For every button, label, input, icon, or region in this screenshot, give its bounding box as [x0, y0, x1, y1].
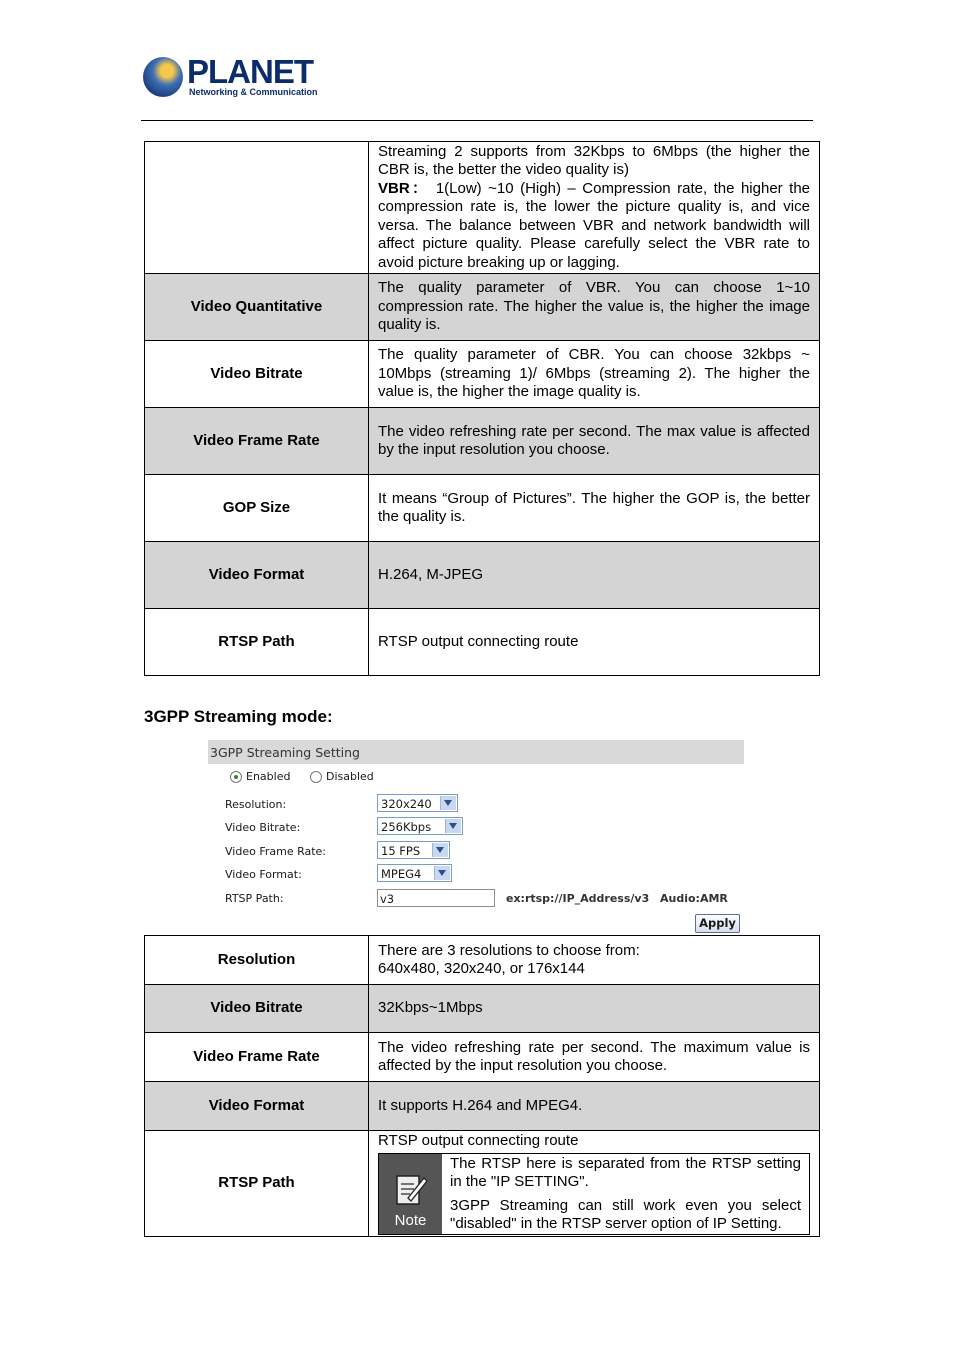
note-text	[442, 1154, 809, 1234]
brand-tagline: Networking & Communication	[189, 87, 318, 97]
table-row	[145, 542, 820, 609]
note-box	[378, 1153, 810, 1235]
table-value-cell: It means “Group of Pictures”. The higher the GOP is, the better the quality is.	[369, 475, 820, 542]
form-title: 3GPP Streaming Setting	[210, 745, 360, 760]
table-value-cell: 32Kbps~1Mbps	[369, 985, 820, 1033]
table-row	[145, 1082, 820, 1131]
table-key-cell: Video Quantitative	[145, 274, 369, 341]
table-row	[145, 985, 820, 1033]
note-paragraph-1: The RTSP here is separated from the RTSP setting in the "IP SETTING".	[450, 1154, 801, 1190]
resolution-value: 320x240	[381, 797, 432, 811]
table-row	[145, 1131, 820, 1237]
table-value-cell: The video refreshing rate per second. The max value is affected by the input resolution you choose.	[369, 408, 820, 475]
table-value-cell: RTSP output connecting route	[369, 609, 820, 676]
note-paragraph-2: 3GPP Streaming can still work even you select "disabled" in the RTSP server option of IP Setting.	[450, 1196, 801, 1232]
bitrate-select[interactable]	[377, 817, 463, 835]
table-value-cell	[369, 1131, 820, 1237]
globe-icon	[143, 57, 183, 97]
table-value-cell: It supports H.264 and MPEG4.	[369, 1082, 820, 1131]
enabled-label: Enabled	[246, 770, 291, 783]
note-icon	[379, 1154, 442, 1234]
radio-selected-icon	[230, 771, 242, 783]
section-heading: 3GPP Streaming mode:	[144, 707, 333, 726]
table-key-cell: Video Bitrate	[145, 985, 369, 1033]
note-label: Note	[394, 1212, 427, 1229]
resolution-desc-line1: There are 3 resolutions to choose from:	[378, 941, 640, 959]
framerate-select[interactable]	[377, 841, 450, 859]
chevron-down-icon	[440, 796, 456, 810]
framerate-label: Video Frame Rate:	[225, 845, 327, 858]
radio-unselected-icon	[310, 771, 322, 783]
table-row	[145, 609, 820, 676]
table-value-cell: The quality parameter of CBR. You can choose 32kbps ~ 10Mbps (streaming 1)/ 6Mbps (streaming 2). The higher the value is, the higher the image quality is.	[369, 341, 820, 408]
table-value-cell: The quality parameter of VBR. You can choose 1~10 compression rate. The higher the value is, the higher the image quality is.	[369, 274, 820, 341]
rtsp-desc: RTSP output connecting route	[378, 1132, 579, 1149]
table-row	[145, 936, 820, 985]
table-value-cell	[369, 936, 820, 985]
table-key-cell: Video Format	[145, 542, 369, 609]
3gpp-settings-form	[208, 740, 744, 936]
planet-logo	[143, 53, 318, 101]
3gpp-settings-table	[144, 935, 820, 1237]
table-key-cell: GOP Size	[145, 475, 369, 542]
table-key-cell	[145, 142, 369, 274]
table-row	[145, 408, 820, 475]
table-row	[145, 475, 820, 542]
table-value-cell	[369, 142, 820, 274]
audio-hint: Audio:AMR	[660, 892, 728, 905]
table-row	[145, 1033, 820, 1082]
resolution-label: Resolution:	[225, 798, 287, 811]
table-value-cell: H.264, M-JPEG	[369, 542, 820, 609]
enabled-radio[interactable]	[230, 770, 290, 783]
table-key-cell: RTSP Path	[145, 609, 369, 676]
format-label: Video Format:	[225, 868, 302, 881]
vbr-paragraph	[378, 180, 810, 273]
bitrate-label: Video Bitrate:	[225, 821, 301, 834]
framerate-value: 15 FPS	[381, 844, 421, 858]
resolution-select[interactable]	[377, 794, 458, 812]
chevron-down-icon	[432, 843, 448, 857]
disabled-radio[interactable]	[310, 770, 374, 783]
table-key-cell: Resolution	[145, 936, 369, 985]
stream-settings-table	[144, 141, 820, 676]
disabled-label: Disabled	[326, 770, 374, 783]
rtsp-path-value: v3	[380, 892, 395, 906]
form-title-bar	[208, 740, 744, 764]
table-row	[145, 274, 820, 341]
table-key-cell: Video Bitrate	[145, 341, 369, 408]
table-key-cell: Video Frame Rate	[145, 1033, 369, 1082]
rtsp-path-input[interactable]	[377, 889, 495, 907]
table-key-cell: RTSP Path	[145, 1131, 369, 1237]
resolution-desc-line2: 640x480, 320x240, or 176x144	[378, 960, 585, 977]
chevron-down-icon	[445, 819, 461, 833]
rtsp-example: ex:rtsp://IP_Address/v3	[506, 892, 650, 905]
format-select[interactable]	[377, 864, 452, 882]
notepad-pencil-icon	[394, 1172, 428, 1208]
table-key-cell: Video Frame Rate	[145, 408, 369, 475]
header-rule	[141, 120, 813, 121]
table-row	[145, 142, 820, 274]
chevron-down-icon	[434, 866, 450, 880]
table-value-cell: The video refreshing rate per second. The maximum value is affected by the input resolution you choose.	[369, 1033, 820, 1082]
vbr-label: VBR：	[378, 179, 430, 197]
vbr-text: 1(Low) ~10 (High) – Compression rate, the higher the compression rate is, the lower the picture quality is, and vice versa. The balance between VBR and network bandwidth will affect picture quality. Please carefully select the VBR rate to avoid picture breaking up or lagging.	[378, 179, 811, 271]
rtsp-label: RTSP Path:	[225, 892, 284, 905]
table-row	[145, 341, 820, 408]
apply-button[interactable]: Apply	[695, 914, 740, 933]
streaming2-text: Streaming 2 supports from 32Kbps to 6Mbps (the higher the CBR is, the better the video quality is)	[378, 142, 810, 179]
table-key-cell: Video Format	[145, 1082, 369, 1131]
brand-name: PLANET	[187, 53, 313, 90]
bitrate-value: 256Kbps	[381, 820, 432, 834]
format-value: MPEG4	[381, 867, 422, 881]
